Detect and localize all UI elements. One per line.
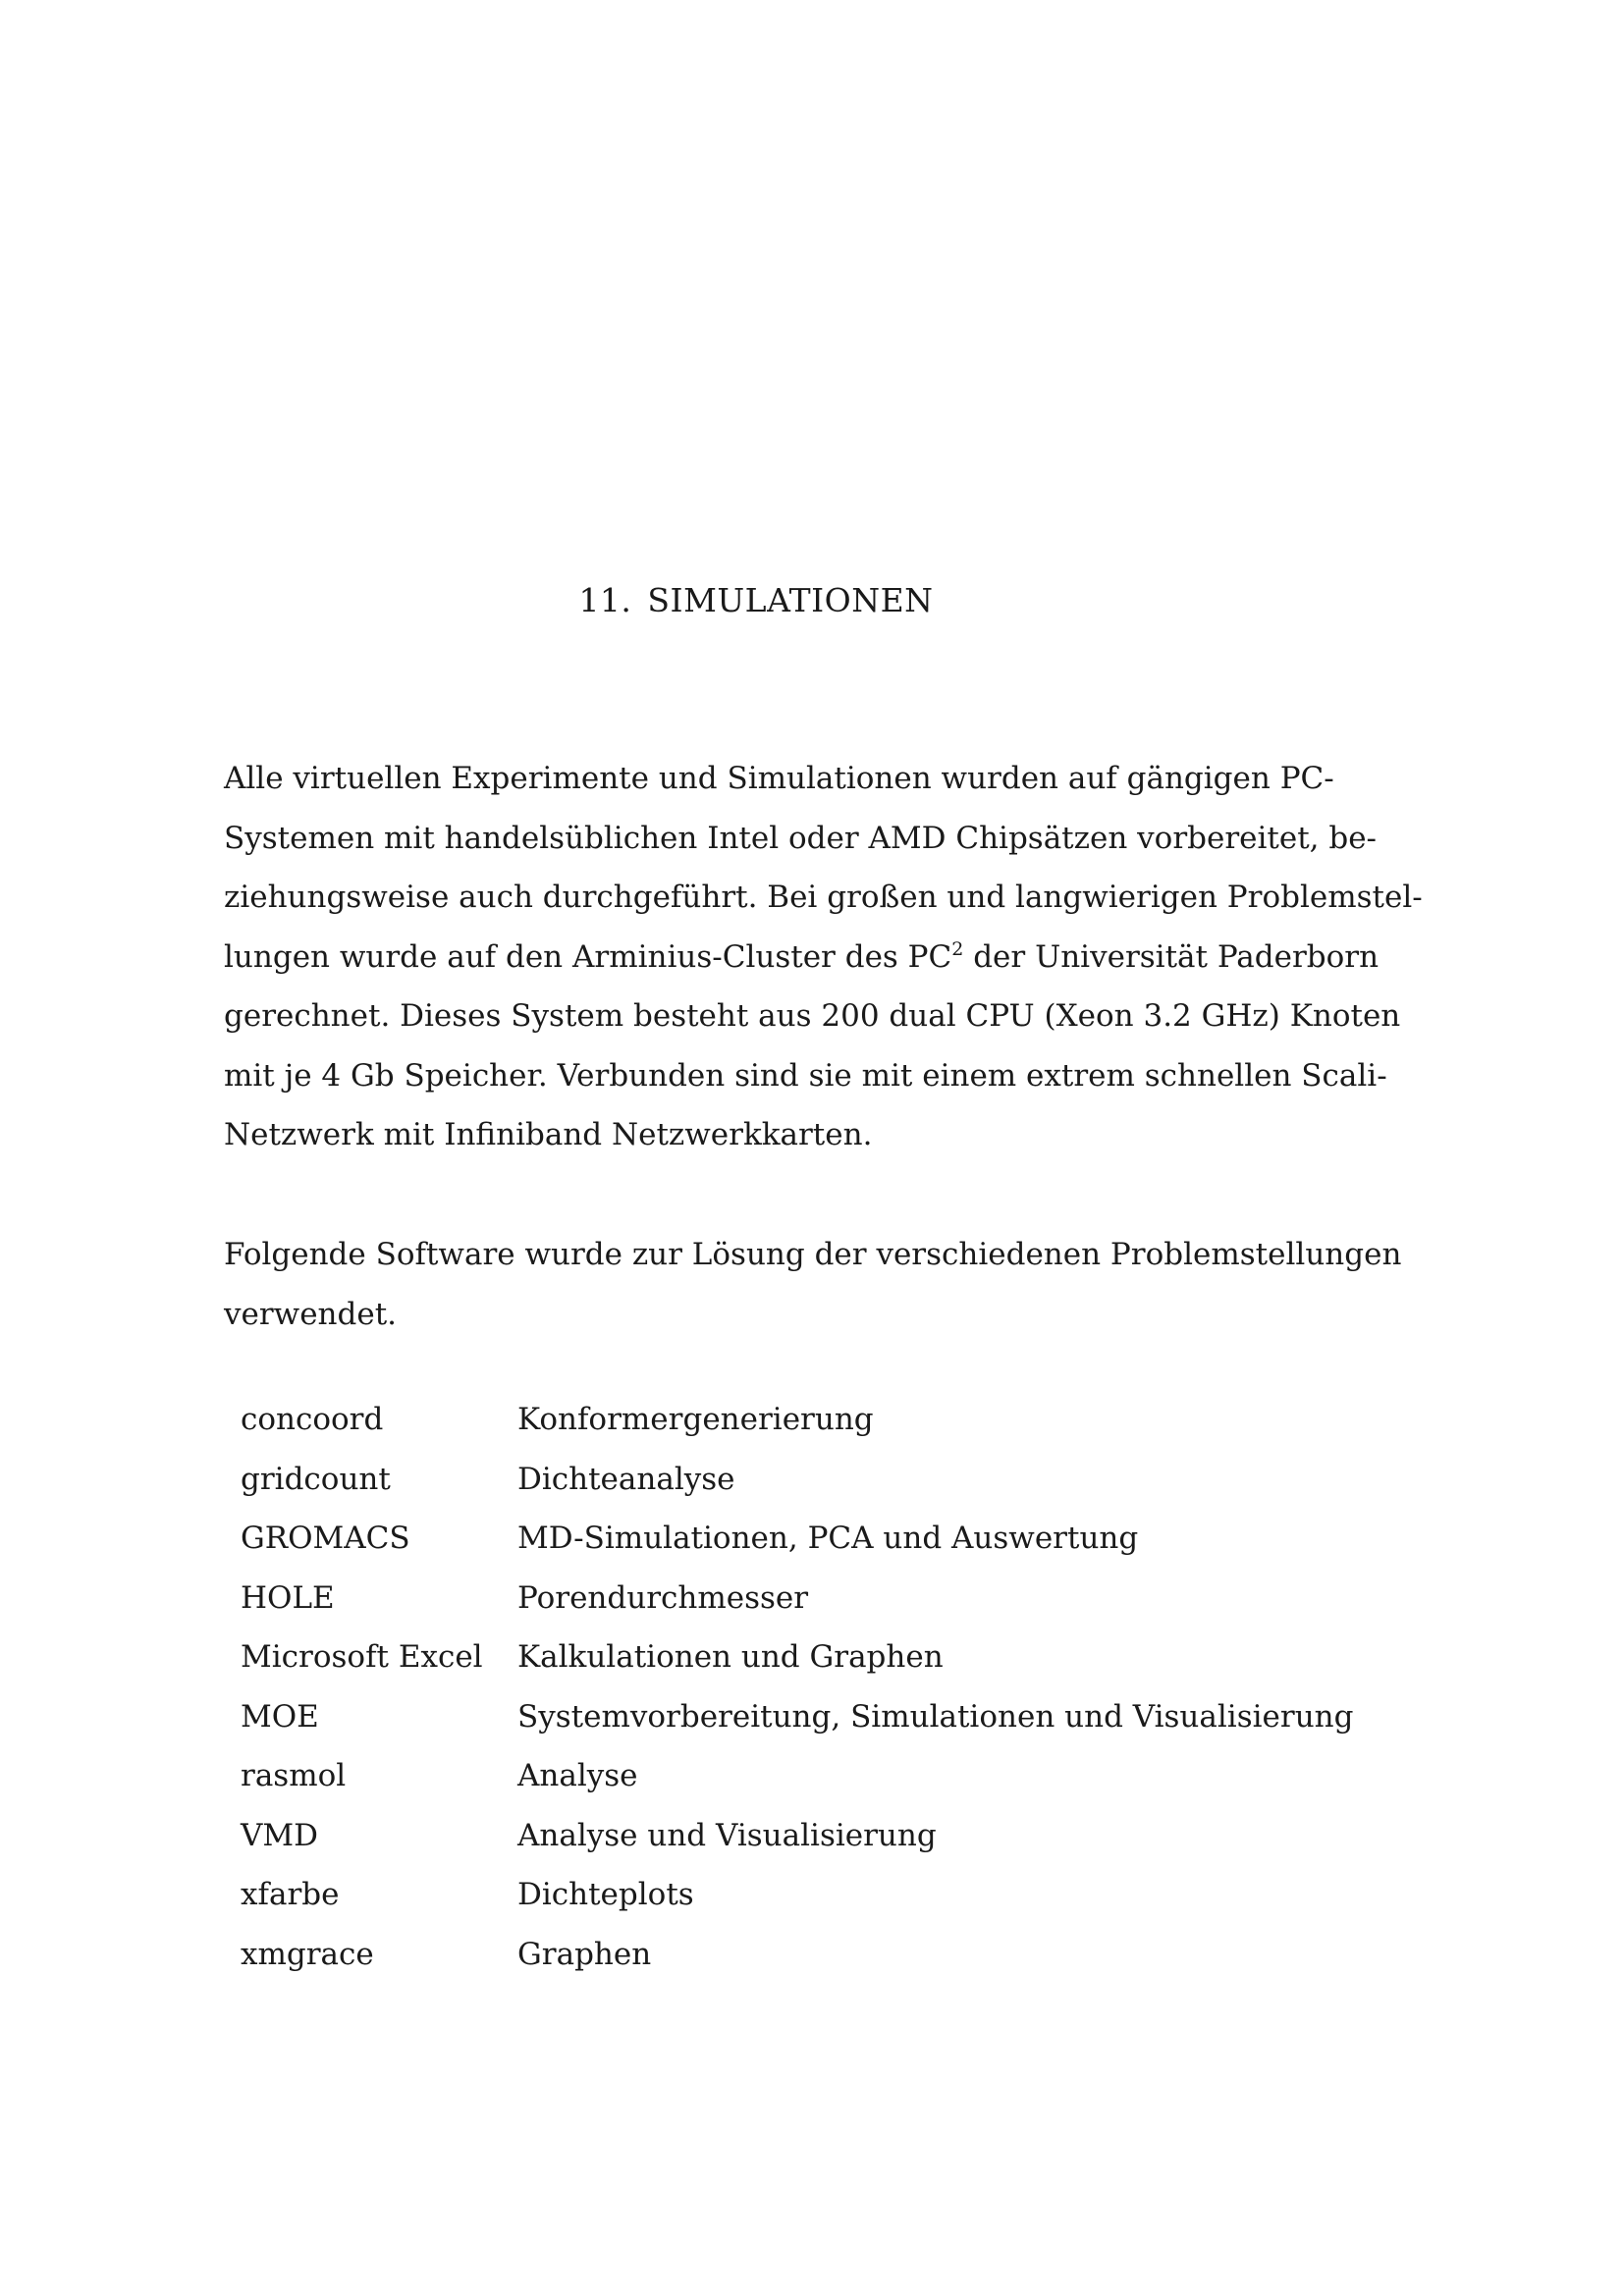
table-row <box>241 1687 1353 1747</box>
table-row <box>241 1865 1353 1925</box>
table-row <box>241 1509 1353 1569</box>
table-row <box>241 1806 1353 1866</box>
table-row <box>241 1925 1353 1985</box>
table-row <box>241 1569 1353 1629</box>
paragraph-line <box>224 928 1380 988</box>
paragraph-line: verwendet. <box>224 1296 398 1332</box>
software-use: Porendurchmesser <box>517 1579 809 1616</box>
software-table <box>241 1390 1353 1984</box>
table-row <box>241 1628 1353 1687</box>
line-text: der Universität Paderborn <box>963 938 1380 975</box>
paragraph-line: gerechnet. Dieses System besteht aus 200 dual CPU (Xeon 3.2 GHz) Knoten <box>224 998 1401 1034</box>
software-name: xfarbe <box>241 1877 340 1913</box>
paragraph-line: Alle virtuellen Experimente und Simulationen wurden auf gängigen PC- <box>224 761 1334 796</box>
chapter-number: 11. <box>578 581 632 619</box>
table-row <box>241 1390 1353 1450</box>
superscript-footnote: 2 <box>951 937 964 960</box>
software-name: xmgrace <box>241 1936 374 1972</box>
table-row <box>241 1746 1353 1806</box>
software-name: HOLE <box>241 1579 335 1616</box>
paragraph-line: mit je 4 Gb Speicher. Verbunden sind sie mit einem extrem schnellen Scali- <box>224 1057 1387 1094</box>
software-name: Microsoft Excel <box>241 1639 483 1676</box>
intro-paragraph <box>224 749 1423 1165</box>
software-name: rasmol <box>241 1758 347 1794</box>
software-use: MD-Simulationen, PCA und Auswertung <box>517 1521 1139 1557</box>
software-name: GROMACS <box>241 1521 410 1557</box>
paragraph-line: Folgende Software wurde zur Lösung der verschiedenen Problemstellungen <box>224 1237 1402 1272</box>
chapter-title: SIMULATIONEN <box>647 581 934 619</box>
software-name: concoord <box>241 1402 384 1438</box>
software-intro-paragraph <box>224 1225 1402 1344</box>
software-use: Konformergenerierung <box>517 1402 874 1438</box>
software-use: Systemvorbereitung, Simulationen und Visualisierung <box>517 1698 1354 1735</box>
software-use: Dichteanalyse <box>517 1461 735 1497</box>
software-use: Analyse und Visualisierung <box>517 1817 937 1853</box>
software-name: gridcount <box>241 1461 391 1497</box>
paragraph-line: ziehungsweise auch durchgeführt. Bei großen und langwierigen Problemstel- <box>224 880 1423 915</box>
software-use: Analyse <box>517 1758 638 1794</box>
table-row <box>241 1450 1353 1510</box>
chapter-heading <box>0 581 1512 619</box>
paragraph-line: Netzwerk mit Infiniband Netzwerkkarten. <box>224 1117 873 1152</box>
line-text: lungen wurde auf den Arminius-Cluster des PC <box>224 938 952 975</box>
paragraph-line: Systemen mit handelsüblichen Intel oder AMD Chipsätzen vorbereitet, be- <box>224 820 1378 856</box>
software-name: MOE <box>241 1698 319 1735</box>
software-use: Graphen <box>517 1936 652 1972</box>
software-use: Kalkulationen und Graphen <box>517 1639 944 1676</box>
software-name: VMD <box>241 1817 318 1853</box>
software-use: Dichteplots <box>517 1877 694 1913</box>
